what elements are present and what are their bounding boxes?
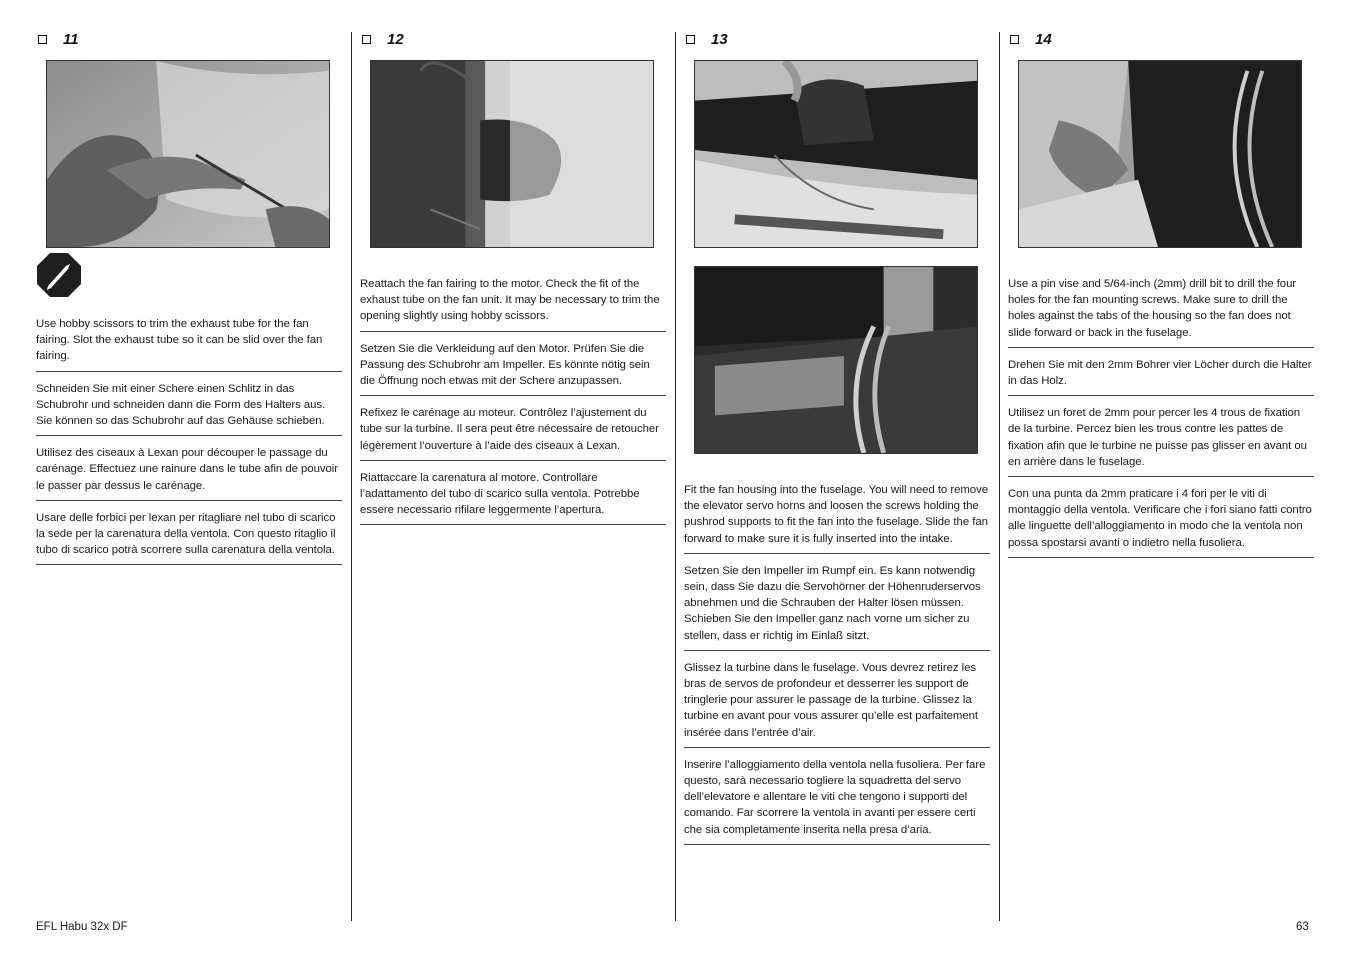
instructions-text: [1008, 276, 1314, 567]
footer-title: EFL Habu 32x DF: [36, 921, 128, 933]
paragraph-german: Drehen Sie mit den 2mm Bohrer vier Löcher durch die Halter in das Holz.: [1008, 357, 1314, 396]
step-12-column: [360, 30, 666, 517]
page-number: 63: [1296, 921, 1309, 933]
step-number: 11: [63, 30, 79, 48]
step-photo: [694, 266, 978, 454]
step-photo: [370, 60, 654, 248]
paragraph-english: Use hobby scissors to trim the exhaust tube for the fan fairing. Slot the exhaust tube so it can be slid over the fan fairing.: [36, 316, 342, 372]
step-photo: [46, 60, 330, 248]
checkbox-icon[interactable]: [38, 35, 47, 44]
paragraph-french: Utilisez des ciseaux à Lexan pour découper le passage du carénage. Effectuez une rainure dans le tube afin de pouvoir le passer par dessus le carénage.: [36, 445, 342, 501]
step-header: [1008, 30, 1314, 48]
paragraph-french: Glissez la turbine dans le fuselage. Vous devrez retirez les bras de servos de profondeur et desserrer les support de tringlerie pour assurer le passage de la turbine. Glissez la turbine en avant pour vous assurer qu’elle est parfaitement insérée dans l’entrée d’air.: [684, 660, 990, 748]
step-11-column: [36, 30, 342, 557]
step-13-column: [684, 30, 990, 836]
column-divider: [999, 32, 1000, 921]
checkbox-icon[interactable]: [686, 35, 695, 44]
paragraph-english: Reattach the fan fairing to the motor. Check the fit of the exhaust tube on the fan unit. It may be necessary to trim the opening slightly using hobby scissors.: [360, 276, 666, 332]
paragraph-german: Setzen Sie die Verkleidung auf den Motor. Prüfen Sie die Passung des Schubrohr am Impeller. Es könnte nötig sein die Öffnung noch etwas mit der Schere anzupassen.: [360, 341, 666, 397]
step-number: 13: [711, 30, 728, 48]
step-14-column: [1008, 30, 1314, 549]
checkbox-icon[interactable]: [1010, 35, 1019, 44]
paragraph-german: Setzen Sie den Impeller im Rumpf ein. Es kann notwendig sein, dass Sie dazu die Servohörner der Höhenruderservos abnehmen und die Schrauben der Halter lösen müssen. Schieben Sie den Impeller ganz nach vorne um sicher zu stellen, dass er richtig im Einlaß sitzt.: [684, 563, 990, 651]
column-divider: [351, 32, 352, 921]
step-header: [684, 30, 990, 48]
paragraph-french: Utilisez un foret de 2mm pour percer les 4 trous de fixation de la turbine. Percez bien les trous contre les pattes de fixation afin que le turbine ne puisse pas glisser en avant ou en arrière dans le fuselage.: [1008, 405, 1314, 477]
step-photo: [694, 60, 978, 248]
paragraph-italian: Con una punta da 2mm praticare i 4 fori per le viti di montaggio della ventola. Verificare che i fori siano fatti contro alle linguette dell’alloggiamento in modo che la ventola non possa spostarsi avanti o indietro nella fusoliera.: [1008, 486, 1314, 558]
step-header: [360, 30, 666, 48]
paragraph-italian: Inserire l’alloggiamento della ventola nella fusoliera. Per fare questo, sarà necessario togliere la squadretta del servo dell’elevatore e allentare le viti che tengono i supporti del comando. Far scorrere la ventola in avanti per essere certi che sia completamente inserita nella presa d’aria.: [684, 757, 990, 845]
column-divider: [675, 32, 676, 921]
paragraph-italian: Riattaccare la carenatura al motore. Controllare l’adattamento del tubo di scarico sulla ventola. Potrebbe essere necessario rifilare leggermente l’apertura.: [360, 470, 666, 526]
paragraph-english: Fit the fan housing into the fuselage. You will need to remove the elevator servo horns and loosen the screws holding the pushrod supports to fit the fan into the fuselage. Slide the fan forward to make sure it is fully inserted into the intake.: [684, 482, 990, 554]
instructions-text: [684, 482, 990, 854]
instructions-text: [360, 276, 666, 534]
step-number: 12: [387, 30, 404, 48]
paragraph-german: Schneiden Sie mit einer Schere einen Schlitz in das Schubrohr und schneiden dann die Form des Halters aus. Sie können so das Schubrohr auf das Gehäuse schieben.: [36, 381, 342, 437]
step-photo: [1018, 60, 1302, 248]
paragraph-italian: Usare delle forbici per lexan per ritagliare nel tubo di scarico la sede per la carenatura della ventola. Con questo ritaglio il tubo di scarico potrà scorrere sulla carenatura della ventola.: [36, 510, 342, 566]
paragraph-english: Use a pin vise and 5/64-inch (2mm) drill bit to drill the four holes for the fan mounting screws. Make sure to drill the holes against the tabs of the housing so the fan does not slide forward or back in the fuselage.: [1008, 276, 1314, 348]
paragraph-french: Refixez le carénage au moteur. Contrôlez l’ajustement du tube sur la turbine. Il sera peut être nécessaire de retoucher légèrement l’ouverture à l’aide des ciseaux à Lexan.: [360, 405, 666, 461]
checkbox-icon[interactable]: [362, 35, 371, 44]
instructions-text: [36, 316, 342, 574]
step-number: 14: [1035, 30, 1052, 48]
hobby-knife-warning-icon: [36, 252, 82, 298]
step-header: [36, 30, 342, 48]
